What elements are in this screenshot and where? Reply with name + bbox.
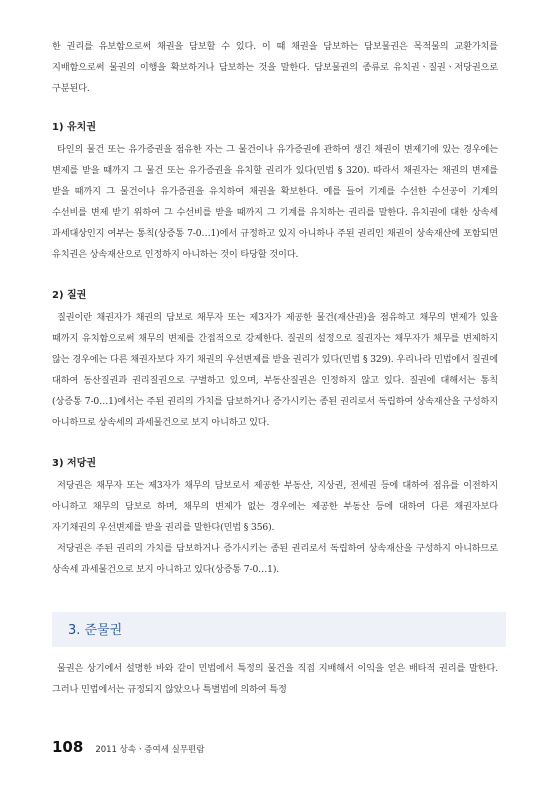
page-number: 108	[52, 738, 84, 756]
pledge-paragraph: 질권이란 채권자가 채권의 담보로 채무자 또는 제3자가 제공한 물건(재산권)을 점유하고 채무의 변제가 있을 때까지 유치함으로써 채무의 변제를 간접적으로 강제한다. 질권의 설정으로 질권자는 채무자가 채무를 변제하지 않는 경우에는 다른 채권자보다 자기 채권의 우선변제를 받을 권리가 있다(민법 § 329). 우리나라 민법에서 질권에 대하여 동산질권과 권리질권으로 구별하고 있으며, 부동산질권은 인정하지 않고 있다. 질권에 대해서는 통칙(상증통 7-0…1)에서는 주된 권리의 가치를 담보하거나 증가시키는 종된 권리로서 독립하여 상속재산을 구성하지 아니하므로 상속세의 과세물건으로 보지 아니하고 있다.	[52, 312, 498, 428]
book-title: 2011 상속ㆍ증여세 실무편람	[95, 745, 205, 755]
lien-paragraph: 타인의 물건 또는 유가증권을 점유한 자는 그 물건이나 유가증권에 관하여 생긴 채권이 변제기에 있는 경우에는 변제를 받을 때까지 그 물건 또는 유가증권을 유치할 권리가 있다(민법 § 320). 따라서 채권자는 채권의 변제를 받을 때까지 그 물건이나 유가증권을 유치하여 채권을 확보한다. 예를 들어 기계를 수선한 수선공이 기계의 수선비를 변제 받기 위하여 그 수선비를 받을 때까지 그 기계를 유치하는 권리를 말한다. 유치권에 대한 상속세 과세대상인지 여부는 통칙(상증통 7-0…1)에서 규정하고 있지 아니하나 주된 권리인 채권이 상속재산에 포함되면 유치권은 상속재산으로 인정하지 아니하는 것이 타당할 것이다.	[52, 144, 498, 260]
mortgage-paragraph-1: 저당권은 채무자 또는 제3자가 채무의 담보로서 제공한 부동산, 지상권, 전세권 등에 대하여 점유를 이전하지 아니하고 채무의 담보로 하며, 채무의 변제가 없는 경우에는 제공한 부동산 등에 대하여 다른 채권자보다 자기채권의 우선변제를 받을 권리를 말한다(민법 § 356).	[52, 480, 498, 533]
heading-lien: 1) 유치권	[52, 122, 96, 133]
heading-pledge: 2) 질권	[52, 290, 87, 301]
page-content	[52, 36, 498, 700]
mortgage-paragraph-2: 저당권은 주된 권리의 가치를 담보하거나 증가시키는 종된 권리로서 독립하여 상속재산을 구성하지 아니하므로 상속세 과세물건으로 보지 아니하고 있다(상증통 7-0…1).	[52, 543, 498, 575]
page-footer	[52, 738, 204, 756]
intro-paragraph: 한 권리를 유보함으로써 채권을 담보할 수 있다. 이 때 채권을 담보하는 담보물권은 목적물의 교환가치를 지배함으로써 물권의 이행을 확보하거나 담보하는 것을 말한다. 담보물권의 종류로 유치권ㆍ질권ㆍ저당권으로 구분된다.	[52, 41, 498, 94]
quasi-rights-paragraph: 물권은 상기에서 설명한 바와 같이 민법에서 특정의 물건을 직접 지배해서 이익을 얻은 배타적 권리를 말한다. 그러나 민법에서는 규정되지 않았으나 특별법에 의하여 특정	[52, 663, 498, 695]
heading-mortgage: 3) 저당권	[52, 458, 96, 469]
section-heading-quasi-rights: 3. 준물권	[52, 612, 506, 647]
